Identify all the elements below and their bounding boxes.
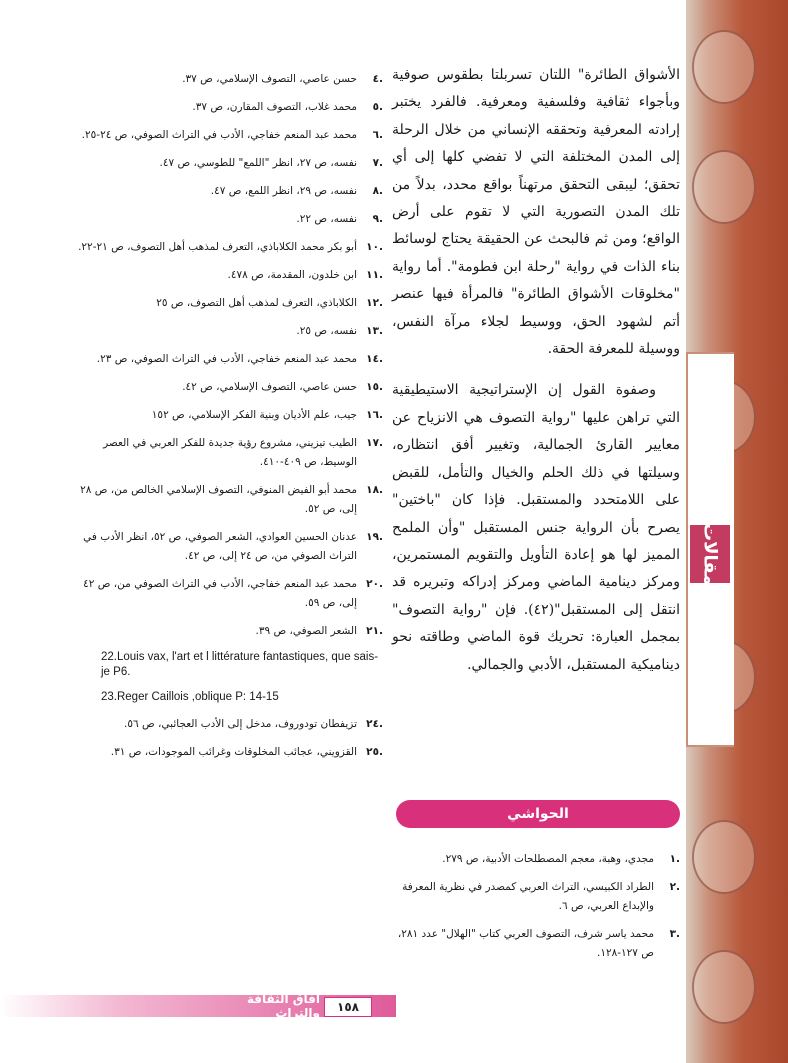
footnote	[392, 878, 680, 916]
footnote-text: عدنان الحسين العوادي، الشعر الصوفي، ص ٥٢، انظر الأدب في التراث الصوفي من، ص ٢٤ إلى، ص ٤٢.	[83, 531, 357, 562]
footnotes-column-left	[78, 70, 383, 771]
footnote-number: .٣	[669, 928, 680, 940]
footnote-number: .١٩	[366, 531, 383, 543]
footnote	[392, 850, 680, 869]
arabesque-ornament	[692, 950, 756, 1024]
footnote	[78, 266, 383, 285]
footnote-text: محمد ياسر شرف، التصوف العربي كتاب "الهلال" عدد ٢٨١، ص ١٢٧-١٢٨.	[397, 928, 654, 959]
footnote	[78, 182, 383, 201]
footnote	[78, 294, 383, 313]
section-label: مقالات	[690, 525, 730, 583]
arabesque-ornament	[692, 820, 756, 894]
footnote-text: حسن عاصي، التصوف الإسلامي، ص ٤٢.	[182, 381, 357, 393]
footnote-number: .١١	[366, 269, 383, 281]
footnote	[78, 575, 383, 613]
footnotes-column-right	[392, 850, 680, 972]
footnote-number: .٢١	[366, 625, 383, 637]
footnote	[78, 238, 383, 257]
footnote-text: الكلاباذي، التعرف لمذهب أهل التصوف، ص ٢٥	[156, 297, 357, 309]
main-text	[392, 62, 680, 679]
footnote-latin: 23.Reger Caillois ,oblique P: 14-15	[101, 691, 279, 703]
footnote	[78, 715, 383, 734]
footnote	[78, 98, 383, 117]
footnote-number: .١٣	[366, 325, 383, 337]
footnote-number: .١٤	[366, 353, 383, 365]
footnote-number: .٢٥	[366, 746, 383, 758]
footnote-text: نفسه، ص ٢٢.	[296, 213, 357, 225]
footnote-number: .٧	[372, 157, 383, 169]
footnote-number: .٤	[372, 73, 383, 85]
footnote-number: .١	[669, 853, 680, 865]
footnote-number: .٢٤	[366, 718, 383, 730]
page-number: ١٥٨	[324, 997, 372, 1017]
footnote-number: .٩	[372, 213, 383, 225]
footnote	[78, 350, 383, 369]
footnote-text: الطراد الكبيسي، التراث العربي كمصدر في نظرية المعرفة والإبداع العربي، ص ٦.	[402, 881, 654, 912]
footnote-text: مجدي، وهبة، معجم المصطلحات الأدبية، ص ٢٧٩.	[442, 853, 654, 865]
footnote-number: .٢	[669, 881, 680, 893]
footnote-number: .٨	[372, 185, 383, 197]
paragraph: الأشواق الطائرة" اللتان تسربلتا بطقوس صوفية وبأجواء ثقافية وفلسفية ومعرفية. فالفرد يختبر إرادته المعرفية وتحققه الإنساني من خلال الرحلة إلى المدن المختلفة التي لا تفضي كلها إلى أي تحقق؛ ليبقى التحقق مرتهناً بواقع محدد، بدلاً من تلك المدن التصورية التي لا تقوم على أرض الواقع؛ ومن ثم فالبحث عن الحقيقة يحتاج لوسائط بناء الذات في رواية "رحلة ابن فطومة". أما رواية "مخلوقات الأشواق الطائرة" فالمرأة فيها عنصر أتم لشهود الحق، ووسيط لجلاء مرآة النفس، ووسيلة للمعرفة الحقة.	[392, 67, 680, 358]
footnote-number: .٥	[372, 101, 383, 113]
footnote-text: محمد عبد المنعم خفاجي، الأدب في التراث الصوفي، ص ٢٤-٢٥.	[81, 129, 357, 141]
footnote	[78, 322, 383, 341]
magazine-title: آفاق الثقافة والتراث	[246, 992, 320, 1020]
footnote-text: جيب، علم الأديان وبنية الفكر الإسلامي، ص ١٥٢	[151, 409, 357, 421]
footnote-text: الشعر الصوفي، ص ٣٩.	[255, 625, 357, 637]
footnote-number: .١٨	[366, 484, 383, 496]
paragraph: وصفوة القول إن الإستراتيجية الاستيطيقية التي تراهن عليها "رواية التصوف هي الانزياح عن معايير القارئ الجمالية، وتغيير أفق انتظاره، وسيلتها في ذلك الحلم والخيال والتأمل، للقبض على اللامتحدد والمستقبل. فإذا كان "باختين" يصرح بأن الرواية جنس المستقبل "وأن الملمح المميز لها هو إعادة التأويل والتقويم المستمرين، ومركز دينامية الماضي ومركز إدراكه وتبريره قد انتقل إلى المستقبل"(٤٢). فإن "رواية التصوف" بمجمل العبارة: تحريك قوة الماضي وطاقته نحو ديناميكية المستقبل، الأدبي والجمالي.	[392, 382, 680, 673]
footnotes-heading: الحواشي	[396, 800, 680, 828]
footnote-text: محمد عبد المنعم خفاجي، الأدب في التراث الصوفي من، ص ٤٢ إلى، ص ٥٩.	[83, 578, 357, 609]
footnote-text: محمد غلاب، التصوف المقارن، ص ٣٧.	[192, 101, 357, 113]
footnote-number: .١٢	[366, 297, 383, 309]
footnote-text: محمد أبو الفيض المنوفي، التصوف الإسلامي الخالص من، ص ٢٨ إلى، ص ٥٢.	[80, 484, 357, 515]
footnote	[78, 154, 383, 173]
footnote-number: .١٥	[366, 381, 383, 393]
footnote-number: .١٠	[366, 241, 383, 253]
footnote	[78, 622, 383, 641]
footnote	[392, 925, 680, 963]
arabesque-ornament	[692, 30, 756, 104]
footnote	[78, 434, 383, 472]
footnote	[78, 743, 383, 762]
footnote-text: أبو بكر محمد الكلاباذي، التعرف لمذهب أهل التصوف، ص ٢١-٢٢.	[78, 241, 357, 253]
footnote-latin: 22.Louis vax, l'art et l littérature fantastiques, que sais-je P6.	[101, 651, 379, 678]
footnote-text: ابن خلدون، المقدمة، ص ٤٧٨.	[227, 269, 357, 281]
footnote-text: القزويني، عجائب المخلوقات وغرائب الموجودات، ص ٣١.	[110, 746, 357, 758]
footnote-text: نفسه، ص ٢٥.	[296, 325, 357, 337]
footnote-text: نفسه، ص ٢٧، انظر "اللمع" للطوسي، ص ٤٧.	[159, 157, 357, 169]
footnote-text: حسن عاصي، التصوف الإسلامي، ص ٣٧.	[182, 73, 357, 85]
footnote-text: نفسه، ص ٢٩، انظر اللمع، ص ٤٧.	[210, 185, 357, 197]
footnote-number: .١٧	[366, 437, 383, 449]
footnote-text: تزيفطان تودوروف، مدخل إلى الأدب العجائبي، ص ٥٦.	[124, 718, 357, 730]
footnote-number: .١٦	[366, 409, 383, 421]
footnote	[78, 126, 383, 145]
footnote-number: .٦	[372, 129, 383, 141]
arabesque-ornament	[692, 150, 756, 224]
footnote	[78, 481, 383, 519]
footnote-text: محمد عبد المنعم خفاجي، الأدب في التراث الصوفي، ص ٢٣.	[96, 353, 357, 365]
footnote	[78, 210, 383, 229]
footnote	[78, 406, 383, 425]
footnote-text: الطيب تيزيني، مشروع رؤية جديدة للفكر العربي في العصر الوسيط، ص ٤٠٩-٤١٠.	[103, 437, 357, 468]
footnote	[78, 528, 383, 566]
footnote-number: .٢٠	[366, 578, 383, 590]
footnote	[78, 378, 383, 397]
footnote	[78, 70, 383, 89]
